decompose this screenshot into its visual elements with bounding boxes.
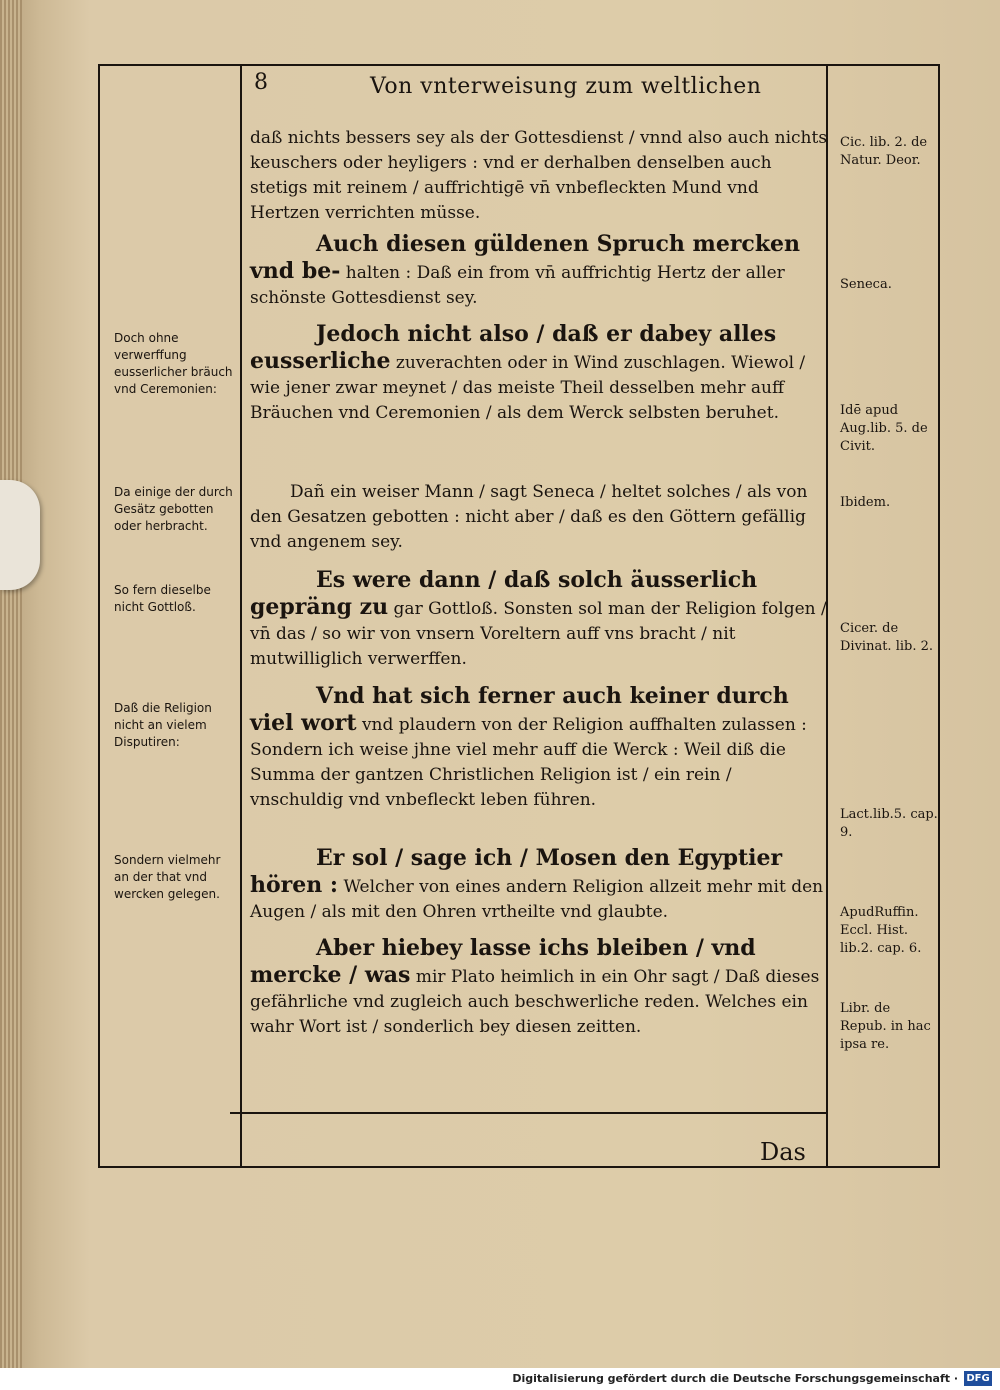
- paragraph-2: [250, 232, 830, 311]
- paragraph-1: [250, 126, 830, 226]
- paragraph-text: vnd plaudern von der Religion auffhalten zulassen : Sondern ich weise jhne viel mehr auff die Werck : Weil diß die Summa der gantzen Christlichen Religion ist / ein rein / vnschuldig vnd vnbefleckt leben führen.: [250, 715, 807, 810]
- paragraph-lead: Er sol / sage ich / Mosen den Egyptier hören :: [250, 845, 783, 898]
- right-margin-note: Cic. lib. 2. de Natur. Deor.: [840, 135, 928, 168]
- paragraph-7: [250, 846, 830, 925]
- paragraph-lead: Aber hiebey lasse ichs bleiben / vnd mercke / was: [250, 935, 756, 988]
- paragraph-text: von den Gesatzen gebotten : nicht aber / daß es den Göttern gefällig vnd angenem sey.: [250, 482, 808, 552]
- right-margin-note: Ibidem.: [840, 495, 891, 510]
- paragraph-text: daß nichts bessers sey als der Gottesdienst / vnnd also auch nichts keuschers oder heyligers : vnd er derhalben denselben auch stetigs mit reinem / auffrichtigē vn̄ vnbefleckten Mund vnd Hertzen verrichten müsse.: [250, 128, 828, 223]
- paragraph-5: [250, 568, 830, 672]
- catchword: Das: [760, 1138, 806, 1166]
- left-margin-note: So fern dieselbe nicht Gottloß.: [114, 583, 211, 614]
- paragraph-text: gar Gottloß. Sonsten sol man der Religion folgen / vn̄ das / so wir von vnsern Voreltern auff vns bracht / nit mutwilliglich verwerffen.: [250, 599, 827, 669]
- right-margin-note: Seneca.: [840, 277, 892, 292]
- right-margin-note: ApudRuffin. Eccl. Hist. lib.2. cap. 6.: [840, 905, 922, 956]
- right-margin-note: Lact.lib.5. cap. 9.: [840, 807, 938, 840]
- footer-bar: [0, 1368, 1000, 1390]
- right-margin-note: Idē apud Aug.lib. 5. de Civit.: [840, 403, 928, 454]
- paragraph-lead: Jedoch nicht also / daß er dabey alles eusserliche: [250, 321, 777, 374]
- left-margin-note: Doch ohne verwerffung eusserlicher bräuch vnd Ceremonien:: [114, 331, 233, 396]
- paragraph-lead: Dañ ein weiser Mann / sagt Seneca / heltet solches / als: [290, 482, 772, 502]
- paragraph-3: [250, 322, 830, 426]
- page-number: 8: [254, 70, 268, 95]
- paragraph-text: mir Plato heimlich in ein Ohr sagt / Daß dieses gefährliche vnd zugleich auch beschwerliche reden. Welches ein wahr Wort ist / sonderlich bey diesen zeitten.: [250, 967, 820, 1037]
- left-margin-note: Daß die Religion nicht an vielem Disputiren:: [114, 701, 212, 749]
- right-margin-note: Cicer. de Divinat. lib. 2.: [840, 621, 933, 654]
- paragraph-lead: Vnd hat sich ferner auch keiner durch viel wort: [250, 683, 789, 736]
- funding-credit: Digitalisierung gefördert durch die Deutsche Forschungsgemeinschaft ·: [512, 1372, 958, 1385]
- page-clip: [0, 480, 40, 590]
- page-stack-edges: [0, 0, 22, 1368]
- paragraph-lead: Auch diesen güldenen Spruch mercken vnd be-: [250, 231, 801, 284]
- right-margin-note: Libr. de Repub. in hac ipsa re.: [840, 1001, 931, 1052]
- paragraph-6: [250, 684, 830, 813]
- paragraph-lead: Es were dann / daß solch äusserlich gepräng zu: [250, 567, 758, 620]
- paragraph-text: Welcher von eines andern Religion allzeit mehr mit den Augen / als mit den Ohren vrtheilte vnd glaubte.: [250, 877, 824, 922]
- running-title: Von vnterweisung zum weltlichen: [370, 74, 762, 99]
- paragraph-text: zuverachten oder in Wind zuschlagen. Wiewol / wie jener zwar meynet / das meiste Theil desselben mehr auff Bräuchen vnd Ceremonien / als dem Werck selbsten beruhet.: [250, 353, 806, 423]
- paragraph-8: [250, 936, 830, 1040]
- left-margin-note: Sondern vielmehr an der that vnd wercken gelegen.: [114, 853, 221, 901]
- bottom-rule: [230, 1112, 826, 1114]
- paragraph-text: halten : Daß ein from vn̄ auffrichtig Hertz der aller schönste Gottesdienst sey.: [250, 263, 785, 308]
- paragraph-4: [250, 480, 830, 555]
- dfg-logo-icon: DFG: [964, 1371, 992, 1386]
- left-margin-note: Da einige der durch Gesätz gebotten oder herbracht.: [114, 485, 233, 533]
- left-margin-rule: [240, 64, 242, 1168]
